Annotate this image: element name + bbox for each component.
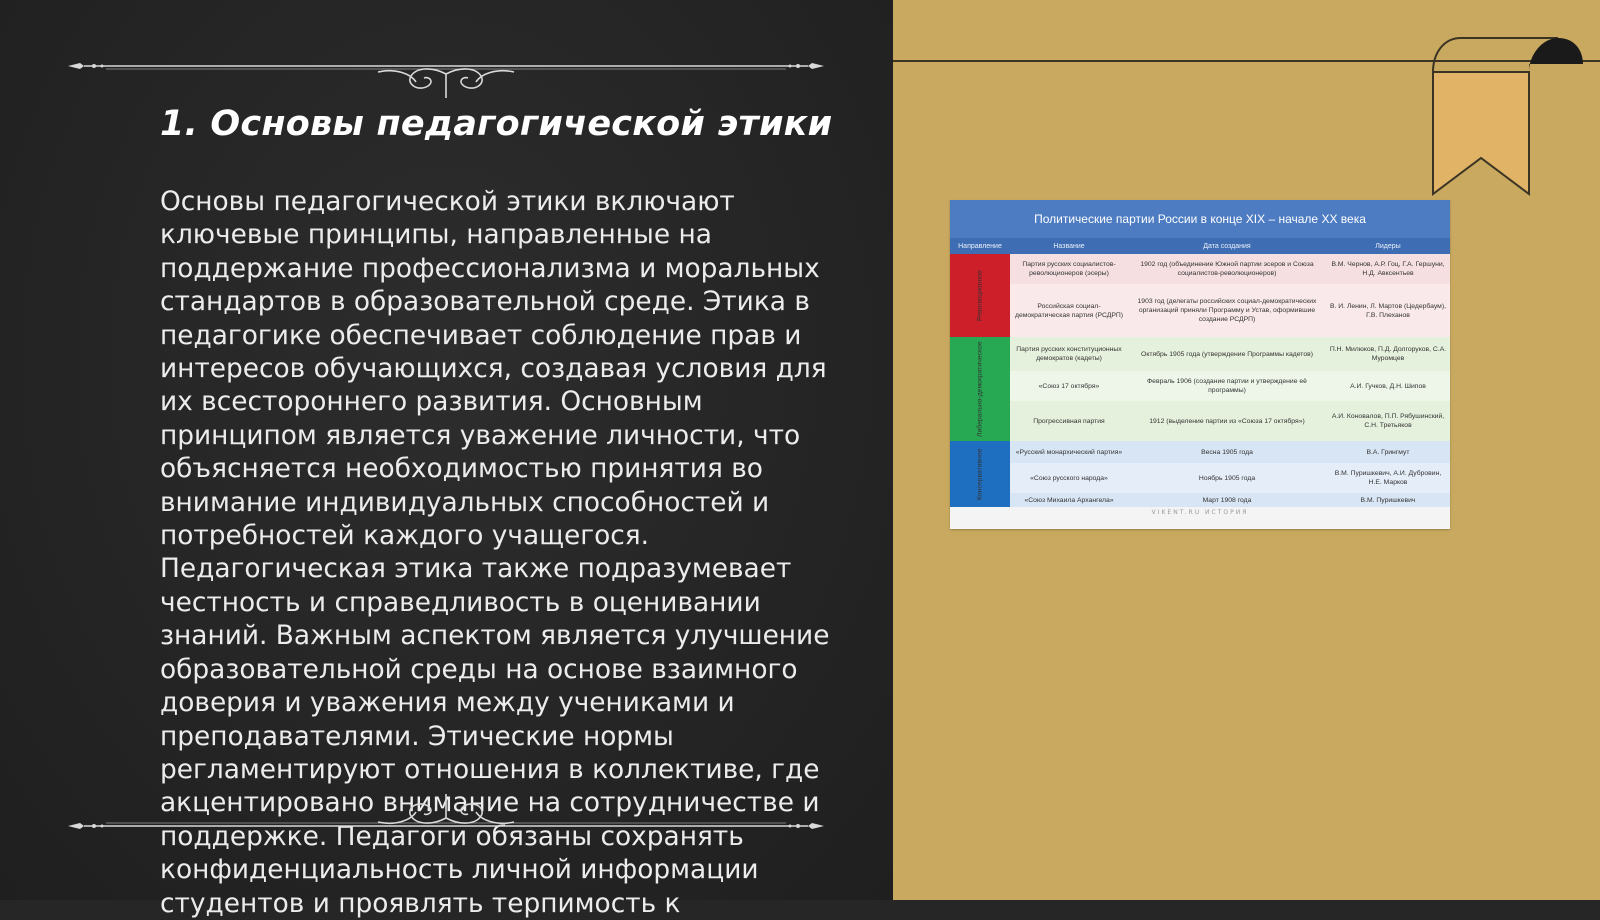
party-date: Март 1908 года	[1128, 493, 1326, 507]
party-leaders: В.А. Грингмут	[1326, 441, 1450, 463]
table-row	[950, 371, 1450, 401]
bookmark-icon	[1433, 34, 1598, 199]
table-image-footer: VIKENT.RU ИСТОРИЯ	[1151, 509, 1249, 516]
party-name: Партия русских социалистов-революционеров (эсеры)	[1010, 254, 1128, 284]
party-date: 1902 год (объединение Южной партии эсеров и Союза социалистов-революционеров)	[1128, 254, 1326, 284]
party-name: Российская социал-демократическая партия (РСДРП)	[1010, 284, 1128, 337]
image-panel	[893, 0, 1600, 900]
group-label: Консервативное	[950, 441, 1010, 507]
party-date: 1912 (выделение партии из «Союза 17 октября»)	[1128, 401, 1326, 441]
scroll-ornament-icon	[66, 786, 826, 846]
group-label: Революционное	[950, 254, 1010, 337]
party-leaders: А.И. Коновалов, П.П. Рябушинский, С.Н. Третьяков	[1326, 401, 1450, 441]
top-ornament	[66, 38, 826, 98]
table-image-title: Политические партии России в конце XIX – начале XX века	[950, 200, 1450, 238]
party-name: «Союз русского народа»	[1010, 463, 1128, 493]
slide-title: 1. Основы педагогической этики	[160, 104, 833, 144]
slide-body-text: Основы педагогической этики включают ключевые принципы, направленные на поддержание профессионализма и моральных стандартов в образовательной среде. Этика в педагогике обеспечивает соблюдение прав и интересов обучающихся, создавая условия для их всестороннего развития. Основным принципом является уважение личности, что объясняется необходимостью принятия во внимание индивидуальных способностей и потребностей каждого учащегося. Педагогическая этика также подразумевает честность и справедливость в оценивании знаний. Важным аспектом является улучшение образовательной среды на основе взаимного доверия и уважения между учениками и преподавателями. Этические нормы регламентируют отношения в коллективе, где акцентировано внимание на сотрудничестве и поддержке. Педагоги обязаны сохранять конфиденциальность личной информации студентов и проявлять терпимость к	[160, 186, 830, 919]
party-name: Прогрессивная партия	[1010, 401, 1128, 441]
party-leaders: В. И. Ленин, Л. Мартов (Цедербаум), Г.В. Плеханов	[1326, 284, 1450, 337]
party-leaders: П.Н. Милюков, П.Д. Долгоруков, С.А. Муромцев	[1326, 337, 1450, 371]
party-leaders: В.М. Пуришкевич	[1326, 493, 1450, 507]
political-parties-table-image	[950, 200, 1450, 529]
party-name: «Союз 17 октября»	[1010, 371, 1128, 401]
party-date: Октябрь 1905 года (утверждение Программы кадетов)	[1128, 337, 1326, 371]
table-row	[950, 337, 1450, 371]
bottom-ornament	[66, 786, 826, 846]
table-row	[950, 463, 1450, 493]
party-leaders: В.М. Пуришкевич, А.И. Дубровин, Н.Е. Марков	[1326, 463, 1450, 493]
party-date: Февраль 1906 (создание партии и утверждение её программы)	[1128, 371, 1326, 401]
table-row	[950, 401, 1450, 441]
column-header: Дата создания	[1128, 238, 1326, 254]
column-header: Лидеры	[1326, 238, 1450, 254]
party-date: Весна 1905 года	[1128, 441, 1326, 463]
party-name: «Русский монархический партия»	[1010, 441, 1128, 463]
scroll-ornament-icon	[66, 38, 826, 98]
table-row	[950, 441, 1450, 463]
party-date: 1903 год (делегаты российских социал-демократических организаций приняли Программу и Устав, оформившие создание РСДРП)	[1128, 284, 1326, 337]
column-header: Название	[1010, 238, 1128, 254]
party-leaders: В.М. Чернов, А.Р. Гоц, Г.А. Гершуни, Н.Д. Авксентьев	[1326, 254, 1450, 284]
table-row	[950, 284, 1450, 337]
party-name: «Союз Михаила Архангела»	[1010, 493, 1128, 507]
table-row	[950, 254, 1450, 284]
party-date: Ноябрь 1905 года	[1128, 463, 1326, 493]
party-name: Партия русских конституционных демократов (кадеты)	[1010, 337, 1128, 371]
group-label: Либерально-демократическое	[950, 337, 1010, 441]
party-leaders: А.И. Гучков, Д.Н. Шипов	[1326, 371, 1450, 401]
column-header: Направление	[950, 238, 1010, 254]
table-row	[950, 493, 1450, 507]
parties-table	[950, 238, 1450, 507]
